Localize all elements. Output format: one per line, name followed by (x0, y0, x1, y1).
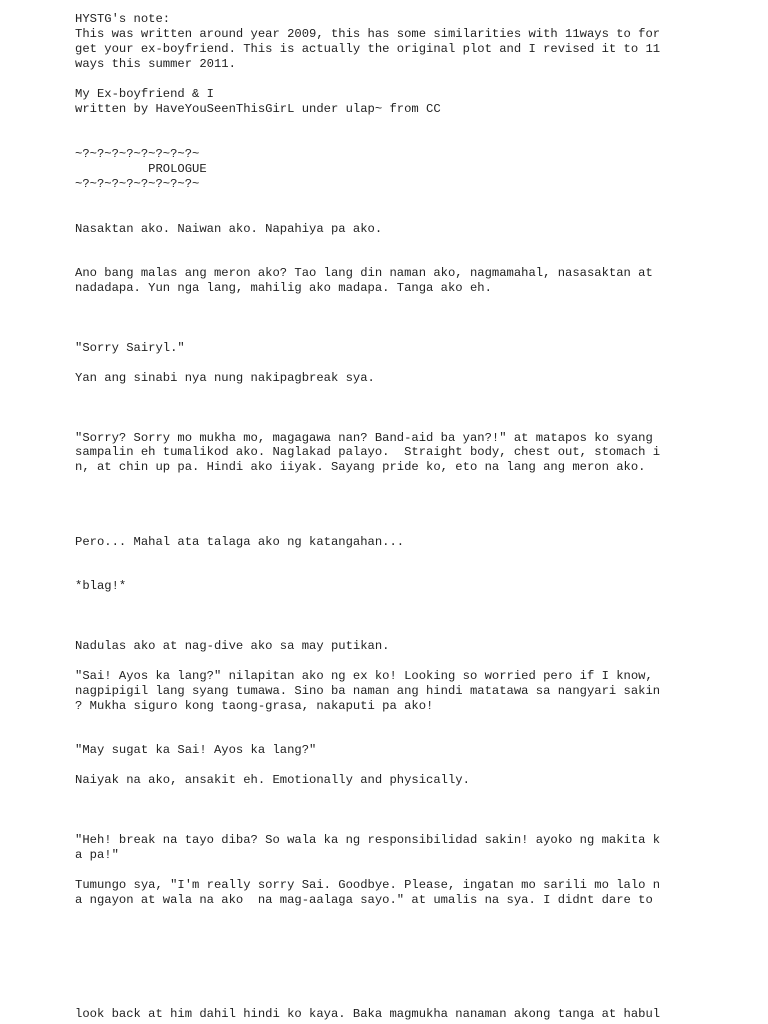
text-line: Nasaktan ako. Naiwan ako. Napahiya pa ako. (75, 222, 383, 236)
story-title: My Ex-boyfriend & I (75, 87, 214, 101)
text-line: "Sorry? Sorry mo mukha mo, magagawa nan? Band-aid ba yan?!" at matapos ko syang (75, 431, 653, 445)
text-line: "Sai! Ayos ka lang?" nilapitan ako ng ex ko! Looking so worried pero if I know, (75, 669, 653, 683)
text-line: look back at him dahil hindi ko kaya. Baka magmukha nanaman akong tanga at habul (75, 1007, 661, 1021)
text-line: *blag!* (75, 579, 127, 593)
divider-line: ~?~?~?~?~?~?~?~?~ (75, 147, 200, 161)
text-line: Pero... Mahal ata talaga ako ng katangahan... (75, 535, 405, 549)
text-line: a pa!" (75, 848, 119, 862)
text-line: Ano bang malas ang meron ako? Tao lang din naman ako, nagmamahal, nasasaktan at (75, 266, 653, 280)
text-line: Nadulas ako at nag-dive ako sa may putikan. (75, 639, 390, 653)
text-line: "Heh! break na tayo diba? So wala ka ng responsibilidad sakin! ayoko ng makita k (75, 833, 661, 847)
author-note-heading: HYSTG's note: (75, 12, 171, 26)
text-line: nagpipigil lang syang tumawa. Sino ba naman ang hindi matatawa sa nangyari sakin (75, 684, 661, 698)
text-line: a ngayon at wala na ako na mag-aalaga sayo." at umalis na sya. I didnt dare to (75, 893, 653, 907)
text-line: ? Mukha siguro kong taong-grasa, nakaputi pa ako! (75, 699, 434, 713)
story-byline: written by HaveYouSeenThisGirL under ulap~ from CC (75, 102, 441, 116)
text-line: Tumungo sya, "I'm really sorry Sai. Goodbye. Please, ingatan mo sarili mo lalo n (75, 878, 661, 892)
text-line: "Sorry Sairyl." (75, 341, 185, 355)
text-line: nadadapa. Yun nga lang, mahilig ako madapa. Tanga ako eh. (75, 281, 492, 295)
text-line: ways this summer 2011. (75, 57, 236, 71)
text-line: sampalin eh tumalikod ako. Naglakad palayo. Straight body, chest out, stomach i (75, 445, 661, 459)
text-line: get your ex-boyfriend. This is actually the original plot and I revised it to 11 (75, 42, 661, 56)
divider-line: ~?~?~?~?~?~?~?~?~ (75, 177, 200, 191)
text-line: This was written around year 2009, this has some similarities with 11ways to for (75, 27, 661, 41)
text-line: Naiyak na ako, ansakit eh. Emotionally and physically. (75, 773, 470, 787)
text-line: "May sugat ka Sai! Ayos ka lang?" (75, 743, 317, 757)
chapter-heading: PROLOGUE (75, 162, 207, 176)
text-line: Yan ang sinabi nya nung nakipagbreak sya. (75, 371, 375, 385)
text-line: n, at chin up pa. Hindi ako iiyak. Sayang pride ko, eto na lang ang meron ako. (75, 460, 646, 474)
